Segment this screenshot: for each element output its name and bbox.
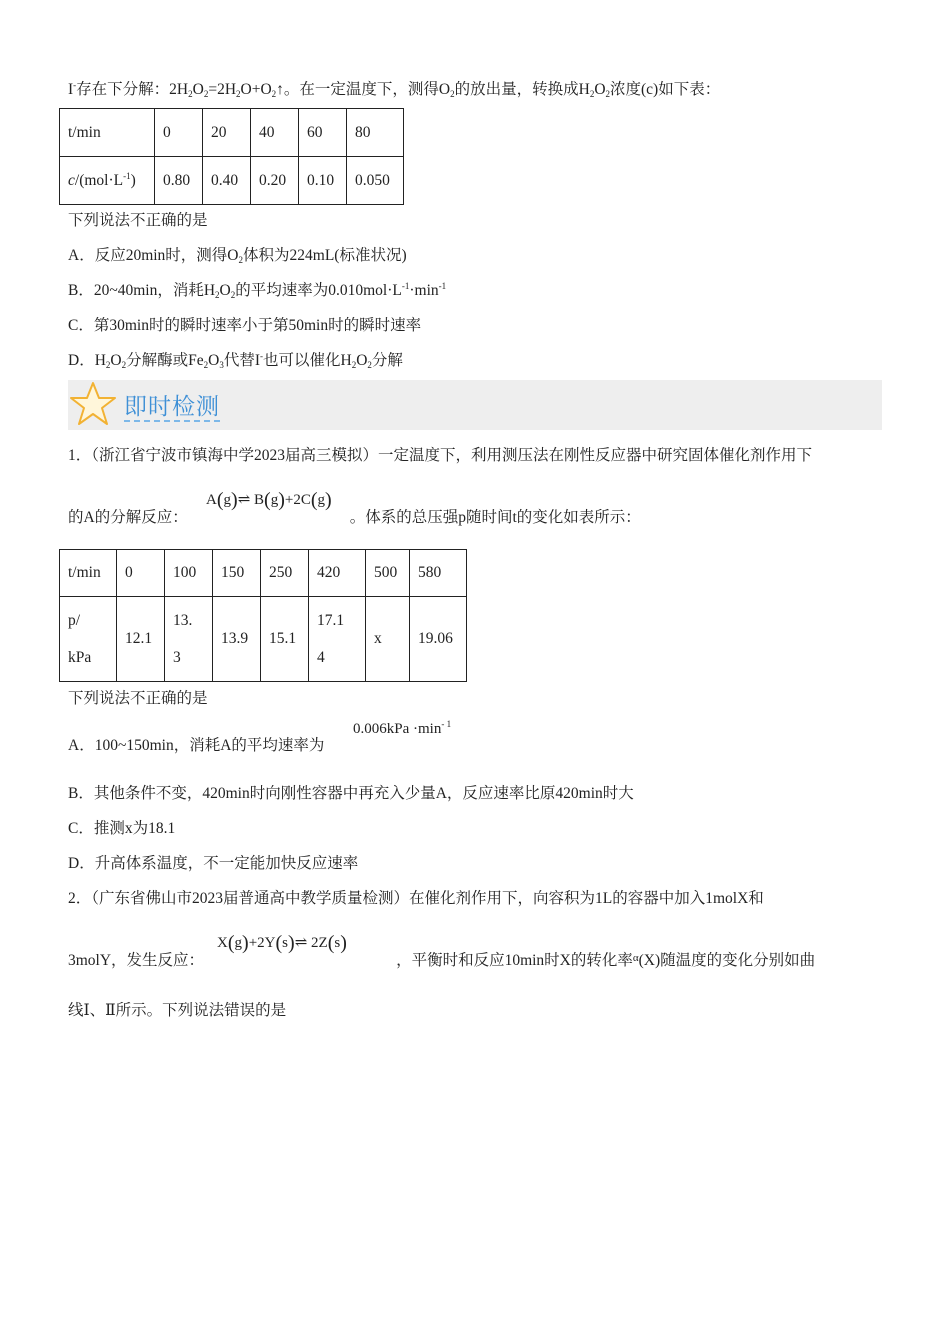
subscript: 2 [203,89,209,99]
concentration-table [59,108,404,205]
table-cell: 12.1 [117,597,165,682]
table-cell: 80 [347,109,404,157]
table-cell [60,597,117,682]
table-cell: 250 [261,550,309,597]
cell-part: 13. [173,612,193,629]
subscript: 2 [450,89,455,99]
table-cell: 40 [251,109,299,157]
table-cell: 420 [309,550,366,597]
banner-underline [124,420,220,422]
table-cell: 0.20 [251,157,299,205]
intro-line [68,77,720,99]
rate-formula [353,719,451,738]
cell-part: 3 [173,649,181,666]
table-cell [60,157,155,205]
option-text: 的平均速率为0.010mol·L [235,282,402,299]
option-text: O [219,282,231,299]
superscript: -1 [401,281,410,291]
option-c: C．推测x为18.1 [68,820,176,837]
paren: ( [275,932,283,954]
table-cell: 0.80 [155,157,203,205]
subscript: 2 [271,89,277,99]
table-cell: 500 [366,550,410,597]
cell-part: 4 [317,649,325,666]
superscript: -1 [123,171,131,181]
subscript: 2 [589,89,595,99]
table-cell: 0.10 [299,157,347,205]
table-cell: 13.9 [213,597,261,682]
option-d [68,348,403,370]
superscript: -1 [438,281,447,291]
table-row [60,550,467,597]
q2-stem-line2 [68,948,815,970]
species-2Y: 2Y [257,935,276,951]
paren: ( [310,489,318,511]
state-g: g [270,492,279,508]
superscript: - [259,351,263,361]
option-d: D．升高体系温度，不一定能加快反应速率 [68,855,359,872]
table-cell: 0.40 [203,157,251,205]
state-g: g [234,935,243,951]
table-cell: x [366,597,410,682]
superscript: - [73,80,77,90]
option-text: O [208,352,220,369]
formula-text: 0.006kPa ·min [353,721,442,737]
subscript: 2 [121,360,127,370]
option-a: A．100~150min，消耗A的平均速率为 [68,737,325,754]
subscript: 2 [188,89,193,99]
species-B: B [254,492,265,508]
table-cell: 0.050 [347,157,404,205]
subscript: 2 [238,255,244,265]
table-cell: 20 [203,109,251,157]
option-text: 分解酶或Fe [126,352,204,369]
table-cell: 19.06 [410,597,467,682]
state-s: s [282,935,289,951]
option-text: 体积为224mL(标准状况) [243,247,407,264]
intro-text: 存在下分解：2H [76,81,189,98]
table-cell: 0 [117,550,165,597]
paren: ) [288,932,295,954]
unit-text: ) [130,172,136,189]
paren: ) [242,932,249,954]
option-text: 分解 [371,352,403,369]
q1-stem-line2 [68,505,641,527]
q2-equation [217,932,347,955]
plus-sign: + [248,935,258,951]
intro-text: I [68,81,74,98]
plus-sign: + [284,492,294,508]
stem-text: 。体系的总压强p随时间t的变化如表所示： [349,509,641,526]
intro-text: O [594,81,606,98]
intro-text: O+O [240,81,272,98]
subscript: 2 [605,89,611,99]
subscript: 2 [203,360,209,370]
unit-text: /(mol·L [74,172,124,189]
subscript: 2 [105,360,111,370]
equilibrium-arrow: ⇌ [294,935,308,951]
paren: ( [227,932,235,954]
option-text: 也可以催化H [262,352,352,369]
paren: ) [231,489,238,511]
option-b: B．其他条件不变，420min时向刚性容器中再充入少量A，反应速率比原420min时大 [68,785,634,802]
table-row [60,109,404,157]
subscript: 2 [236,89,241,99]
subscript: 2 [367,360,372,370]
paren: ) [325,489,332,511]
option-text: B．20~40min，消耗H [68,282,216,299]
paren: ( [264,489,271,511]
option-text: O [356,352,368,369]
label-kpa: kPa [68,649,92,666]
subscript: 3 [219,360,224,370]
cell-part: 17.1 [317,612,345,629]
intro-text: 浓度(c)如下表： [610,81,721,98]
q1-stem-line1: 1．（浙江省宁波市镇海中学2023届高三模拟）一定温度下，利用测压法在刚性反应器中研究固体催化剂作用下 [68,447,813,464]
species-2C: 2C [293,492,311,508]
species-A: A [206,492,217,508]
subscript: 2 [215,290,220,300]
table-cell: t/min [60,550,117,597]
intro-text: =2H [208,81,237,98]
q1-equation [206,489,332,512]
question-prompt: 下列说法不正确的是 [68,690,208,707]
species-X: X [217,935,228,951]
paren: ) [278,489,285,511]
superscript: - 1 [441,719,452,729]
table-cell: 15.1 [261,597,309,682]
alpha-symbol: α [632,952,639,964]
species-2Z: 2Z [311,935,328,951]
section-banner [68,380,882,430]
q2-stem-line1: 2．（广东省佛山市2023届普通高中教学质量检测）在催化剂作用下，向容积为1L的容器中加入1molX和 [68,890,764,907]
option-text: 代替I [223,352,260,369]
table-cell: 100 [165,550,213,597]
label-p: p/ [68,612,81,629]
question-prompt: 下列说法不正确的是 [68,212,208,229]
option-text: A．反应20min时，测得O [68,247,239,264]
table-row [60,157,404,205]
intro-text: ↑。在一定温度下，测得O [276,81,451,98]
star-icon [68,380,118,428]
table-cell: 60 [299,109,347,157]
intro-text: 的放出量，转换成H [454,81,590,98]
option-text: ·min [409,282,439,299]
symbol-c: c [68,172,75,189]
option-text: O [110,352,122,369]
stem-text: 的A的分解反应： [68,509,188,526]
banner-title: 即时检测 [124,394,220,420]
paren: ( [216,489,224,511]
stem-text: ，平衡时和反应10min时X的转化率 [396,952,633,969]
state-g: g [317,492,326,508]
table-cell [165,597,213,682]
subscript: 2 [230,290,236,300]
q2-stem-line3: 线Ⅰ、Ⅱ所示。下列说法错误的是 [68,1002,287,1019]
pressure-table [59,549,467,682]
stem-text: (X)随温度的变化分别如曲 [638,952,816,969]
table-cell: 0 [155,109,203,157]
paren: ( [327,932,335,954]
table-cell: 150 [213,550,261,597]
stem-text: 3molY，发生反应： [68,952,205,969]
state-g: g [223,492,232,508]
state-s: s [334,935,341,951]
option-text: D．H [68,352,106,369]
option-b [68,278,446,300]
option-a [68,243,407,265]
table-row [60,597,467,682]
subscript: 2 [351,360,357,370]
paren: ) [340,932,347,954]
table-cell: 580 [410,550,467,597]
table-cell [309,597,366,682]
equilibrium-arrow: ⇌ [237,492,251,508]
intro-text: O [192,81,204,98]
table-cell: t/min [60,109,155,157]
option-c: C．第30min时的瞬时速率小于第50min时的瞬时速率 [68,317,422,334]
